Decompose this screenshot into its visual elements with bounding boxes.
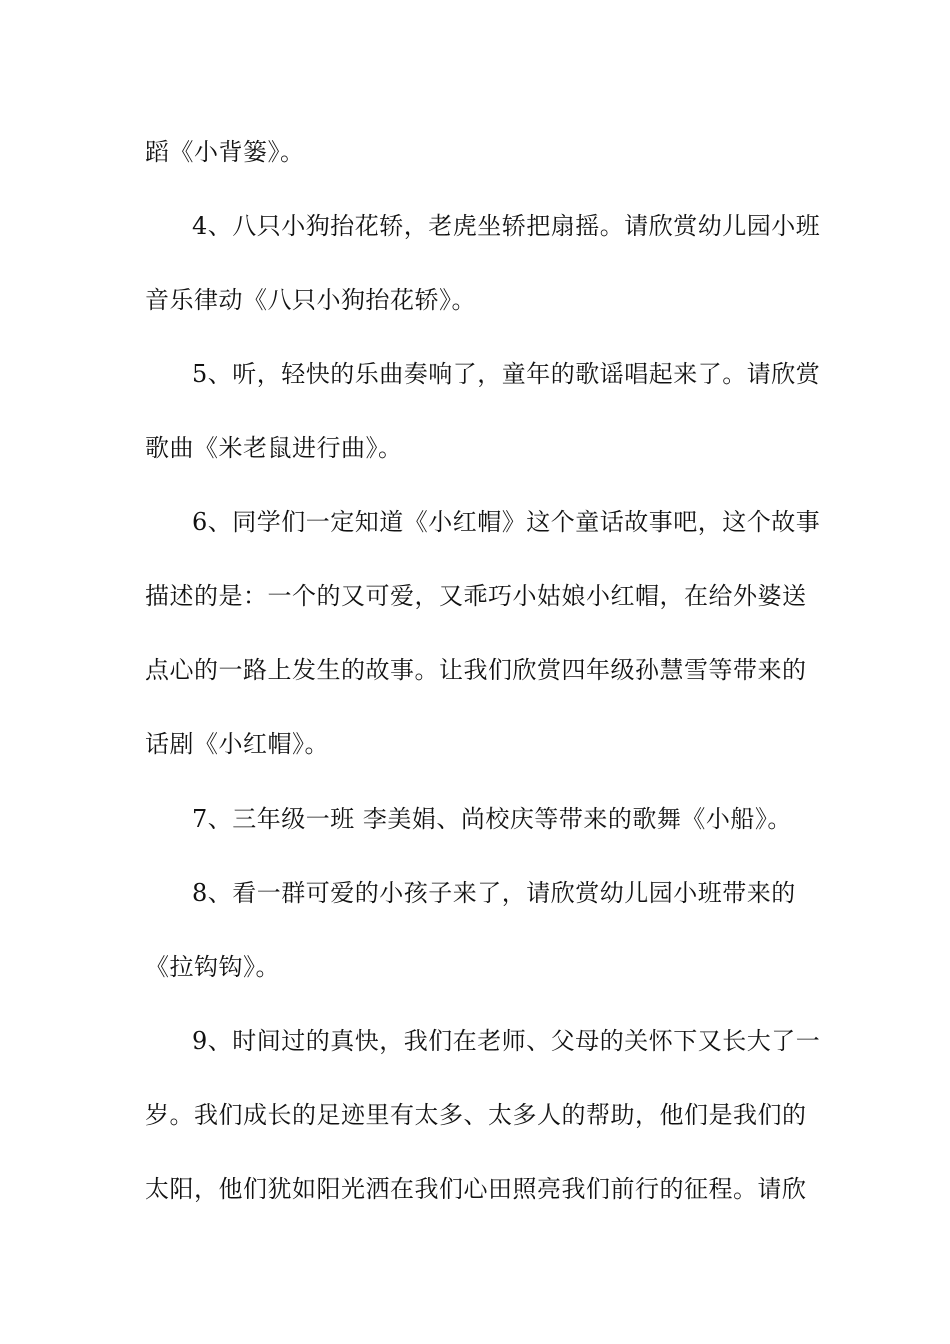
text-line: 7、三年级一班 李美娟、尚校庆等带来的歌舞《小船》。 bbox=[192, 805, 792, 833]
text-line: 5、听，轻快的乐曲奏响了，童年的歌谣唱起来了。请欣赏 bbox=[192, 360, 821, 388]
text-line: 歌曲《米老鼠进行曲》。 bbox=[145, 434, 403, 462]
text-line: 太阳，他们犹如阳光洒在我们心田照亮我们前行的征程。请欣 bbox=[145, 1175, 807, 1203]
text-line: 岁。我们成长的足迹里有太多、太多人的帮助，他们是我们的 bbox=[145, 1101, 807, 1129]
text-line: 话剧《小红帽》。 bbox=[145, 730, 329, 758]
text-line: 音乐律动《八只小狗抬花轿》。 bbox=[145, 286, 476, 314]
text-line: 点心的一路上发生的故事。让我们欣赏四年级孙慧雪等带来的 bbox=[145, 656, 807, 684]
text-line: 8、看一群可爱的小孩子来了，请欣赏幼儿园小班带来的 bbox=[192, 879, 796, 907]
text-line: 9、时间过的真快，我们在老师、父母的关怀下又长大了一 bbox=[192, 1027, 821, 1055]
text-line: 《拉钩钩》。 bbox=[145, 953, 280, 981]
text-line: 6、同学们一定知道《小红帽》这个童话故事吧，这个故事 bbox=[192, 508, 821, 536]
text-line: 蹈《小背篓》。 bbox=[145, 138, 305, 166]
text-line: 描述的是：一个的又可爱，又乖巧小姑娘小红帽，在给外婆送 bbox=[145, 582, 807, 610]
text-line: 4、八只小狗抬花轿，老虎坐轿把扇摇。请欣赏幼儿园小班 bbox=[192, 212, 821, 240]
